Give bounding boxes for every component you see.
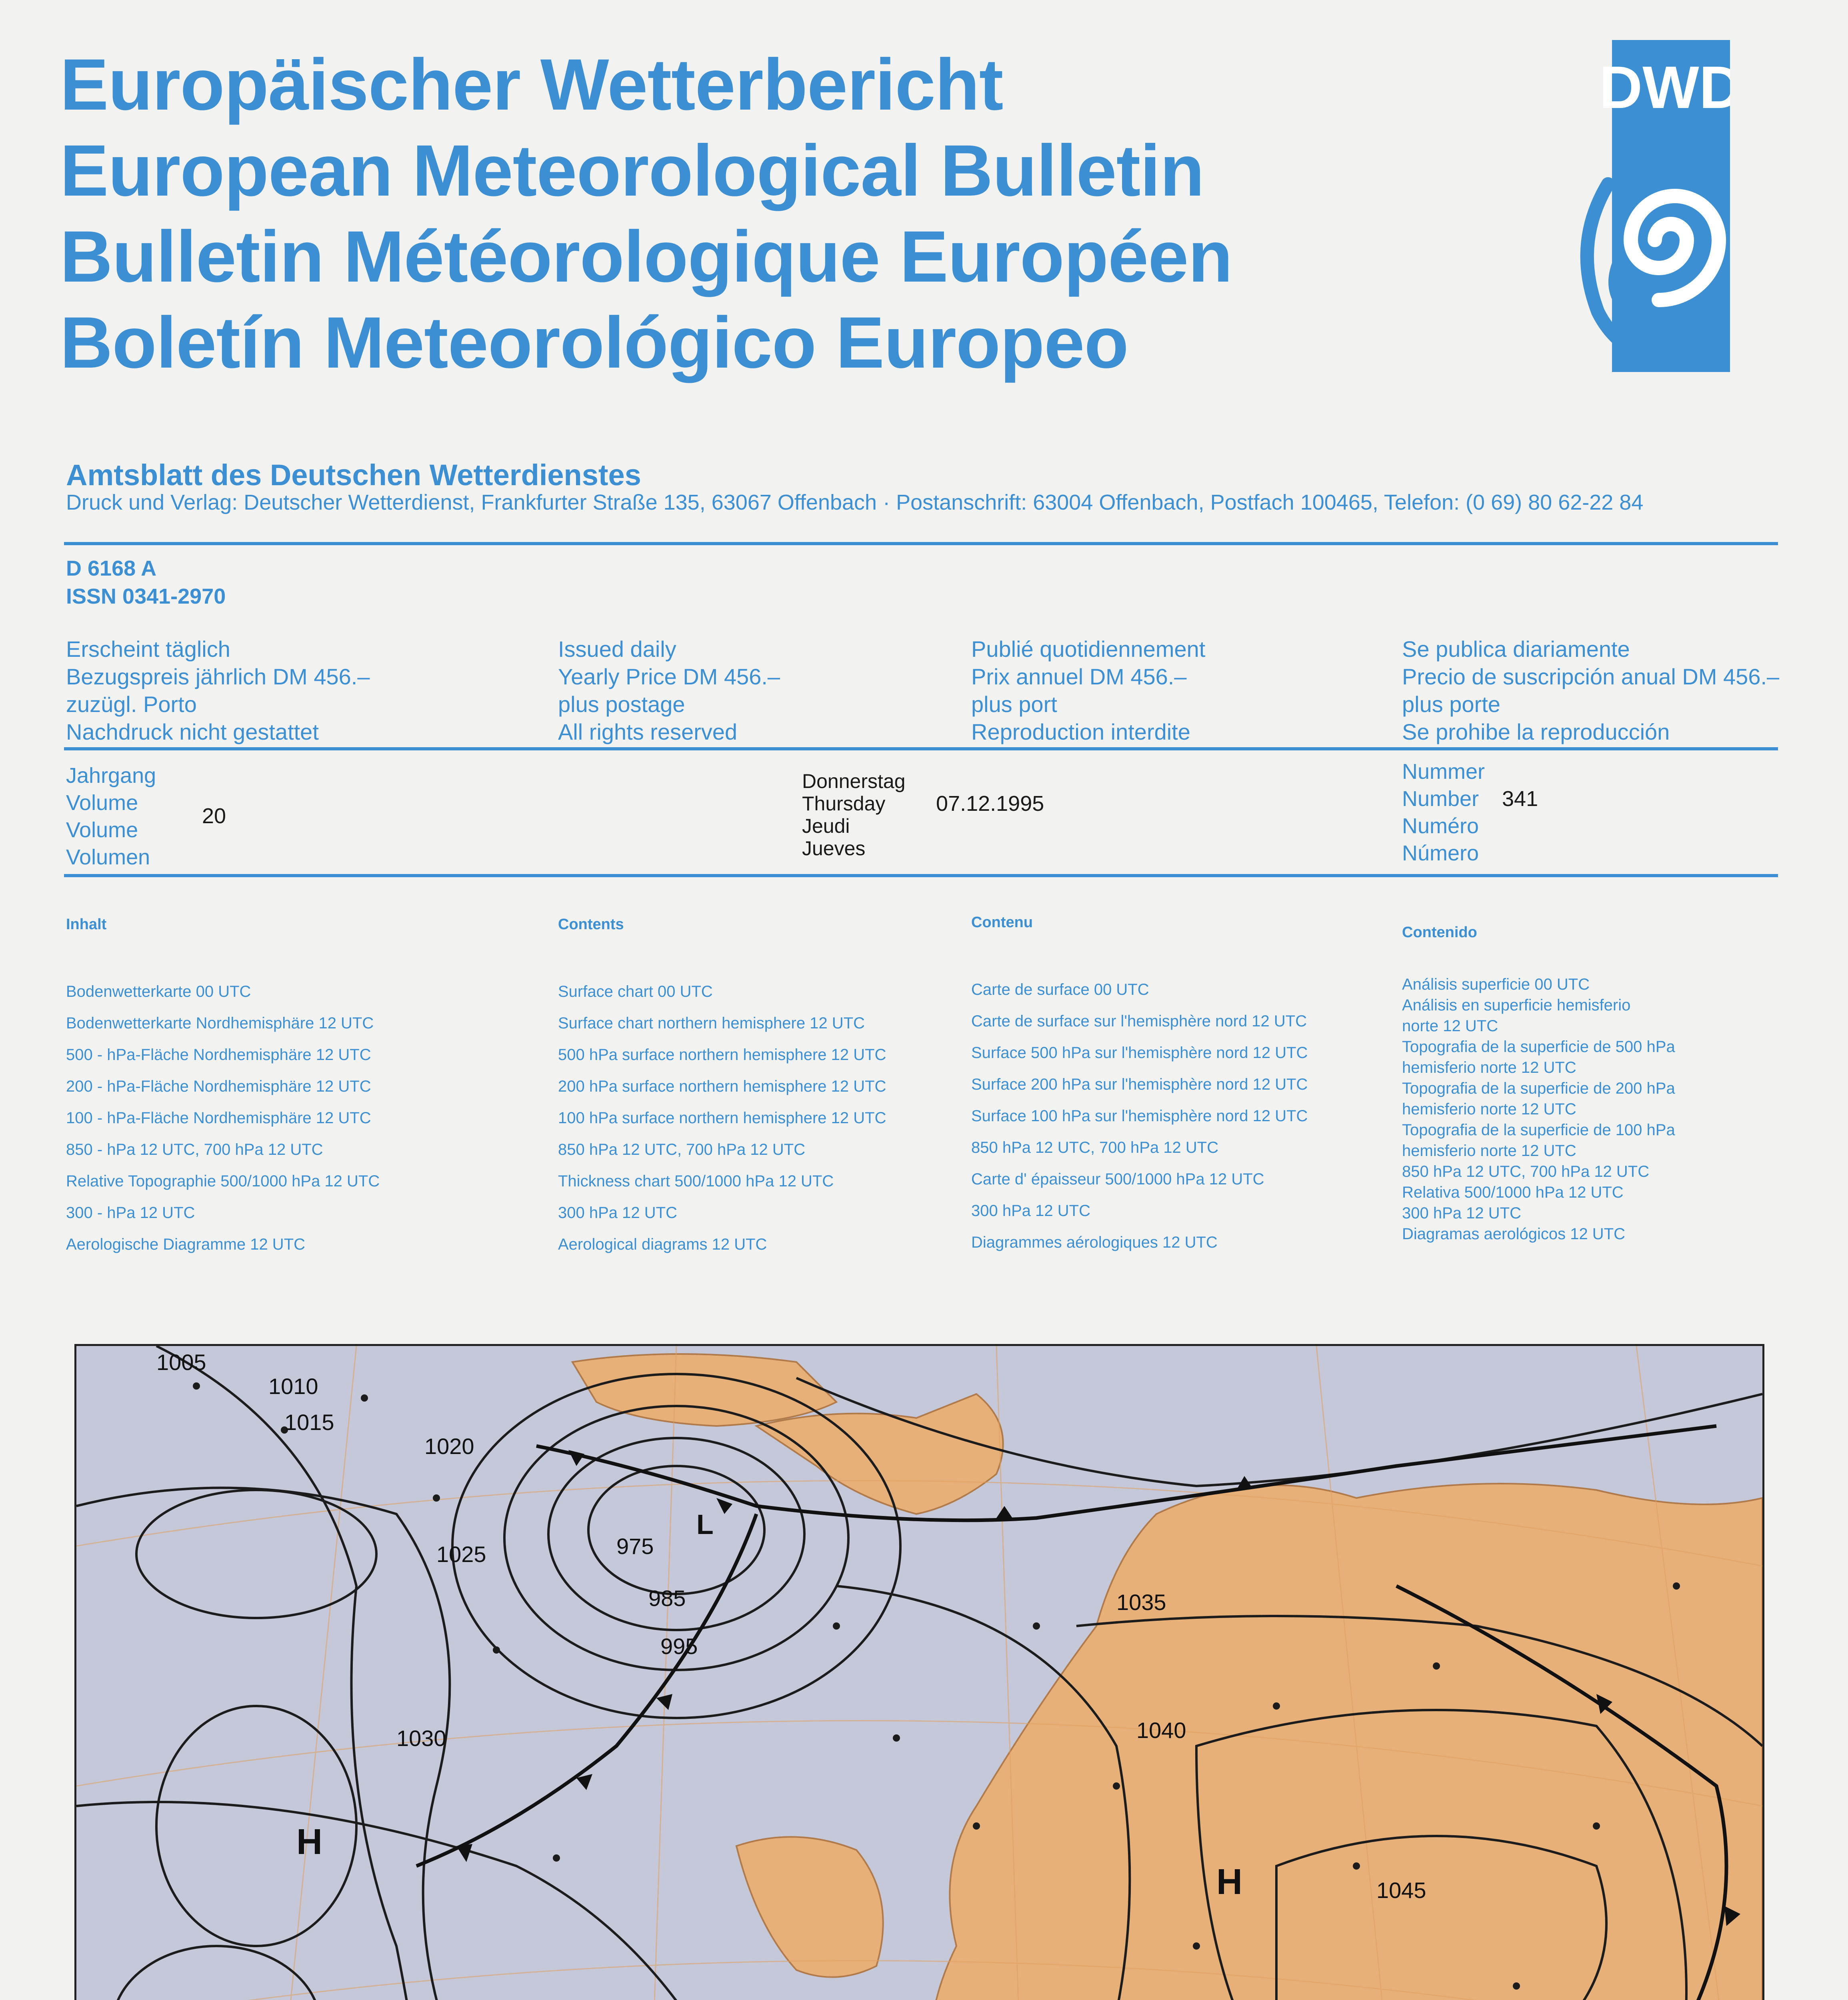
isobar-label: 975 [616,1534,654,1559]
high-pressure-center: H [1216,1862,1242,1902]
title-es: Boletín Meteorológico Europeo [60,302,1128,383]
volume-value: 20 [202,804,226,828]
isobar-label: 1030 [396,1726,446,1751]
subscription-es: Se publica diariamente Precio de suscripción anual DM 456.– plus porte Se prohibe la reproducción [1402,636,1780,744]
isobar-label: 1025 [436,1542,486,1567]
contents-heading-es: Contenido [1402,924,1477,941]
issue-number: 341 [1502,787,1538,811]
isobar-label: 1005 [156,1350,206,1375]
divider-1 [64,542,1778,545]
contents-list-en: Surface chart 00 UTC Surface chart northern hemisphere 12 UTC 500 hPa surface northern hemisphere 12 UTC 200 hPa surface northern hemisphere 12 UTC 100 hPa surface northern hemisphere 12 UTC 850 hPa 12 UTC, 700 hPa 12 UTC Thickness chart 500/1000 hPa 12 UTC 300 hPa 12 UTC Aerological diagrams 12 UTC [558,983,886,1253]
dwd-logo [1570,40,1730,372]
publication-code: D 6168 A [66,556,157,580]
contents-heading-en: Contents [558,916,624,933]
title-de: Europäischer Wetterbericht [60,44,1003,125]
contents-heading-de: Inhalt [66,916,107,933]
issn: ISSN 0341-2970 [66,584,226,608]
isobar-label: 995 [660,1634,698,1659]
isobar-label: 985 [648,1586,686,1611]
land-areas [572,1354,1762,2000]
publisher: Amtsblatt des Deutschen Wetterdienstes [66,458,641,492]
surface-chart-map [74,1344,1764,2000]
isobar-label: 1045 [1376,1878,1426,1903]
contents-list-es: Análisis superficie 00 UTC Análisis en superficie hemisferio norte 12 UTC Topografia de la superficie de 500 hPa hemisferio norte 12 UTC Topografia de la superficie de 200 hPa hemisferio norte 12 UTC Topografia de la superficie de 100 hPa hemisferio norte 12 UTC 850 hPa 12 UTC, 700 hPa 12 UTC Relativa 500/1000 hPa 12 UTC 300 hPa 12 UTC Diagramas aerológicos 12 UTC [1402,976,1675,1243]
publisher-address: Druck und Verlag: Deutscher Wetterdienst, Frankfurter Straße 135, 63067 Offenbach · Postanschrift: 63004 Offenbach, Postfach 100465, Telefon: (0 69) 80 62-22 84 [66,490,1644,514]
isobar-label: 1035 [1116,1590,1166,1615]
low-pressure-center: L [696,1509,714,1540]
logo-text: DWD [1599,54,1730,121]
contents-list-fr: Carte de surface 00 UTC Carte de surface sur l'hemisphère nord 12 UTC Surface 500 hPa sur l'hemisphère nord 12 UTC Surface 200 hPa sur l'hemisphère nord 12 UTC Surface 100 hPa sur l'hemisphère nord 12 UTC 850 hPa 12 UTC, 700 hPa 12 UTC Carte d' épaisseur 500/1000 hPa 12 UTC 300 hPa 12 UTC Diagrammes aérologiques 12 UTC [971,981,1308,1251]
isobar-label: 1015 [284,1410,334,1435]
isobar-label: 1040 [1136,1718,1186,1743]
divider-3 [64,874,1778,877]
subscription-fr: Publié quotidiennement Prix annuel DM 456.– plus port Reproduction interdite [971,636,1206,744]
subscription-en: Issued daily Yearly Price DM 456.– plus postage All rights reserved [558,636,780,744]
number-labels: Nummer Number Numéro Número [1402,760,1485,865]
divider-2 [64,747,1778,750]
title-en: European Meteorological Bulletin [60,130,1204,211]
volume-labels: Jahrgang Volume Volume Volumen [66,764,156,869]
high-pressure-center: H [296,1822,322,1862]
isobar-label: 1010 [268,1374,318,1399]
issue-date: 07.12.1995 [936,792,1044,816]
day-labels: Donnerstag Thursday Jeudi Jueves [802,770,906,860]
contents-heading-fr: Contenu [971,914,1033,931]
subscription-de: Erscheint täglich Bezugspreis jährlich DM 456.– zuzügl. Porto Nachdruck nicht gestattet [66,636,370,744]
contents-list-de: Bodenwetterkarte 00 UTC Bodenwetterkarte Nordhemisphäre 12 UTC 500 - hPa-Fläche Nordhemisphäre 12 UTC 200 - hPa-Fläche Nordhemisphäre 12 UTC 100 - hPa-Fläche Nordhemisphäre 12 UTC 850 - hPa 12 UTC, 700 hPa 12 UTC Relative Topographie 500/1000 hPa 12 UTC 300 - hPa 12 UTC Aerologische Diagramme 12 UTC [66,983,380,1253]
isobar-label: 1020 [424,1434,474,1459]
surface-chart-svg [76,1346,1762,2000]
title-fr: Bulletin Météorologique Européen [60,216,1232,297]
